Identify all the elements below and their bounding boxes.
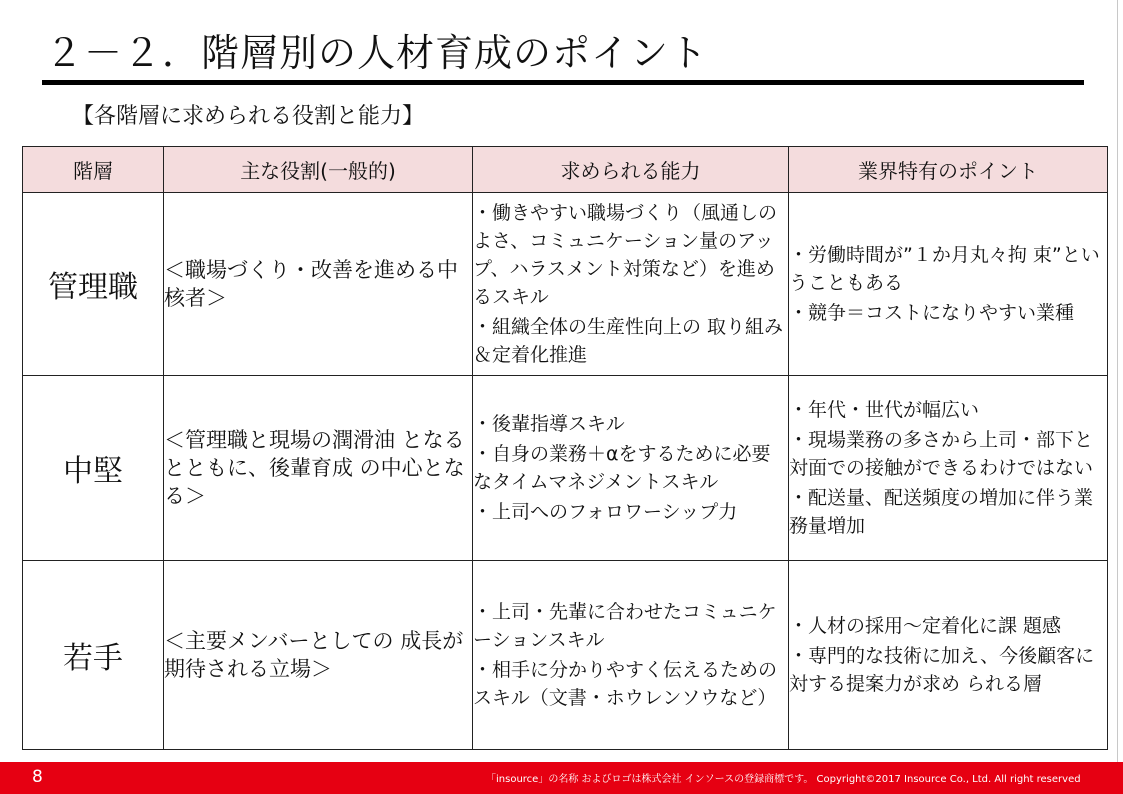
points-cell xyxy=(789,561,1108,750)
ability-item: ・組織全体の生産性向上の 取り組み＆定着化推進 xyxy=(473,316,784,366)
level-cell: 管理職 xyxy=(23,193,164,376)
role-cell: ＜職場づくり・改善を進める中核者＞ xyxy=(164,193,473,376)
header-level: 階層 xyxy=(23,147,164,193)
table-row xyxy=(23,561,1108,750)
right-edge-rule xyxy=(1117,0,1118,762)
abilities-cell xyxy=(473,193,789,376)
level-cell: 中堅 xyxy=(23,376,164,561)
point-item: ・労働時間が”１か月丸々拘 束”ということもある xyxy=(789,244,1100,294)
page-title: ２－２．階層別の人材育成のポイント xyxy=(45,31,709,75)
ability-item: ・上司・先輩に合わせたコミュニケーションスキル xyxy=(473,601,777,651)
point-item: ・競争＝コストになりやすい業種 xyxy=(789,302,1075,324)
ability-item: ・自身の業務＋αをするために必要なタイムマネジメントスキル xyxy=(473,443,771,493)
role-cell: ＜主要メンバーとしての 成長が期待される立場＞ xyxy=(164,561,473,750)
points-cell xyxy=(789,193,1108,376)
point-item: ・配送量、配送頻度の増加に伴う業務量増加 xyxy=(789,487,1094,537)
header-role: 主な役割(一般的) xyxy=(164,147,473,193)
title-underline xyxy=(42,80,1084,85)
ability-item: ・後輩指導スキル xyxy=(473,413,625,435)
header-industry-points: 業界特有のポイント xyxy=(789,147,1108,193)
abilities-cell xyxy=(473,376,789,561)
page-number: 8 xyxy=(32,767,43,787)
ability-item: ・相手に分かりやすく伝えるためのスキル（文書・ホウレンソウなど） xyxy=(473,659,778,709)
table-header-row xyxy=(23,147,1108,193)
roles-abilities-table xyxy=(22,146,1108,750)
point-item: ・現場業務の多さから上司・部下と対面での接触ができるわけではない xyxy=(789,429,1094,479)
footer-bar xyxy=(0,762,1123,794)
abilities-cell xyxy=(473,561,789,750)
section-subtitle: 【各階層に求められる役割と能力】 xyxy=(72,104,425,129)
role-cell: ＜管理職と現場の潤滑油 となるとともに、後輩育成 の中心となる＞ xyxy=(164,376,473,561)
point-item: ・年代・世代が幅広い xyxy=(789,399,980,421)
ability-item: ・上司へのフォロワーシップ力 xyxy=(473,501,738,523)
table-row xyxy=(23,193,1108,376)
point-item: ・人材の採用～定着化に課 題感 xyxy=(789,615,1062,637)
ability-item: ・働きやすい職場づくり（風通しのよさ、コミュニケーション量のアップ、ハラスメント対策など）を進めるスキル xyxy=(473,202,778,308)
points-cell xyxy=(789,376,1108,561)
table-row xyxy=(23,376,1108,561)
header-abilities: 求められる能力 xyxy=(473,147,789,193)
point-item: ・専門的な技術に加え、今後顧客に対する提案力が求め られる層 xyxy=(789,645,1095,695)
copyright-notice: 「insource」の名称 およびロゴは株式会社 インソースの登録商標です。 Copyright©2017 Insource Co., Ltd. All right reserved xyxy=(486,774,1081,785)
level-cell: 若手 xyxy=(23,561,164,750)
